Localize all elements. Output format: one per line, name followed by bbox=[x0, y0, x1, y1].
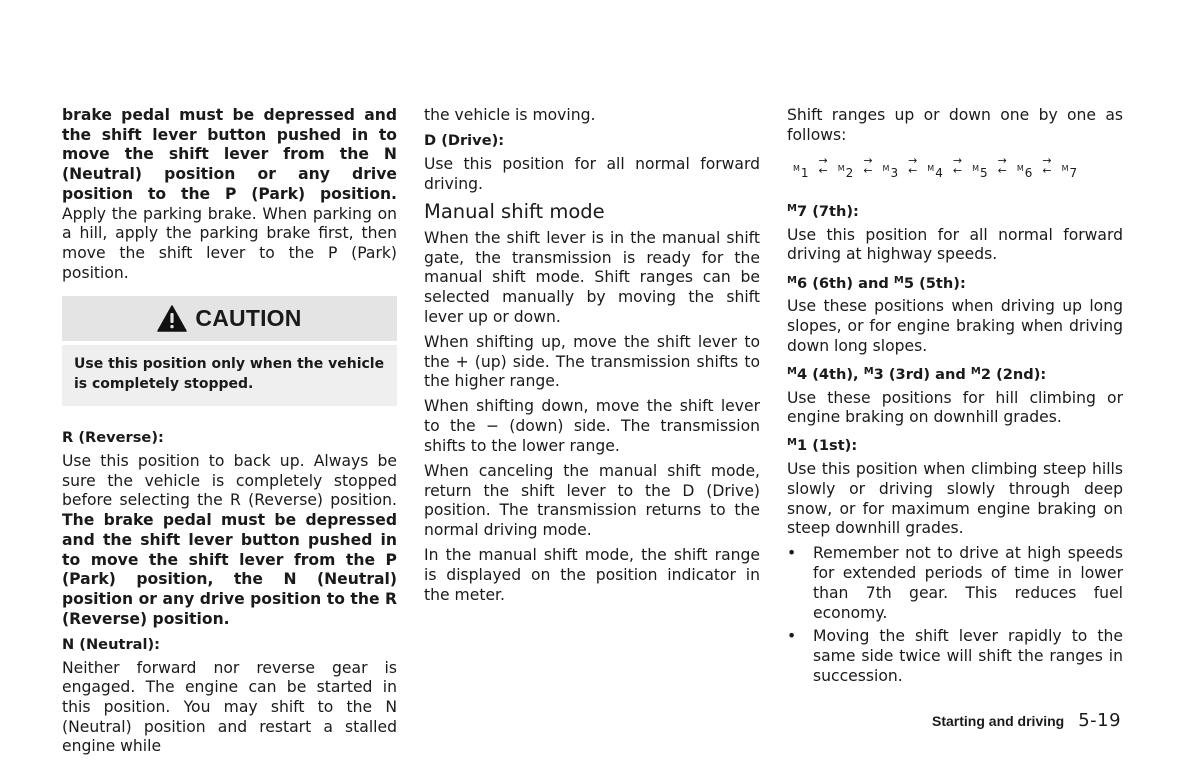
notes-list bbox=[787, 544, 1123, 686]
gear-m3: $^M$3 bbox=[882, 163, 899, 180]
arrow-down-icon: ← bbox=[1042, 163, 1052, 177]
bullet-icon: • bbox=[787, 627, 797, 646]
neutral-label: N (Neutral): bbox=[62, 635, 160, 653]
m1-label: $^M$1 (1st): bbox=[787, 437, 858, 455]
drive-text: Use this position for all normal forward driving. bbox=[424, 154, 760, 193]
caution-header bbox=[62, 296, 397, 341]
caution-title: CAUTION bbox=[195, 304, 302, 331]
gear-m4: $^M$4 bbox=[927, 163, 943, 180]
page-footer bbox=[932, 710, 1121, 731]
manual-shift-paragraph-4: When canceling the manual shift mode, return the shift lever to the D (Drive) position. The transmission returns to the normal driving mode. bbox=[424, 462, 760, 540]
gear-m6: $^M$6 bbox=[1016, 163, 1033, 180]
gear-m5: $^M$5 bbox=[972, 163, 988, 180]
drive-label: D (Drive): bbox=[424, 132, 505, 150]
page-number: 5-19 bbox=[1078, 710, 1122, 731]
column-1 bbox=[62, 106, 397, 763]
m4-m3-m2-text: Use these positions for hill climbing or engine braking on downhill grades. bbox=[787, 388, 1123, 427]
column-3 bbox=[787, 106, 1123, 690]
arrow-up-icon: → bbox=[1042, 153, 1052, 167]
arrow-down-icon: ← bbox=[952, 163, 963, 177]
arrow-down-icon: ← bbox=[863, 163, 873, 177]
column-2 bbox=[424, 106, 760, 611]
gear-m1: $^M$1 bbox=[793, 163, 809, 180]
parking-warning-bold: brake pedal must be depressed and the shift lever button pushed in to move the shift lever from the N (Neutral) position or any drive position to the P (Park) position. bbox=[62, 106, 397, 203]
shift-arrows bbox=[818, 153, 828, 177]
reverse-text: Use this position to back up. Always be sure the vehicle is completely stopped before selecting the R (Reverse) position. bbox=[62, 452, 397, 510]
reverse-label: R (Reverse): bbox=[62, 429, 164, 447]
shift-arrows bbox=[952, 153, 963, 177]
shift-arrows bbox=[908, 153, 918, 177]
manual-shift-heading: Manual shift mode bbox=[424, 199, 605, 223]
arrow-up-icon: → bbox=[908, 153, 918, 167]
manual-shift-paragraph-3: When shifting down, move the shift lever to the − (down) side. The transmission shifts to the lower range. bbox=[424, 397, 760, 455]
section-name: Starting and driving bbox=[932, 713, 1065, 729]
arrow-up-icon: → bbox=[997, 153, 1007, 167]
shift-arrows bbox=[863, 153, 873, 177]
manual-shift-paragraph-2: When shifting up, move the shift lever to the + (up) side. The transmission shifts to the higher range. bbox=[424, 332, 760, 391]
m6-m5-label: $^M$6 (6th) and $^M$5 (5th): bbox=[787, 274, 966, 292]
list-item: • Remember not to drive at high speeds for extended periods of time in lower than 7th gear. This reduces fuel economy. bbox=[787, 544, 1123, 622]
list-item: • Moving the shift lever rapidly to the same side twice will shift the ranges in succession. bbox=[787, 627, 1123, 685]
manual-shift-paragraph-1: When the shift lever is in the manual shift gate, the transmission is ready for the manual shift mode. Shift ranges can be selected manually by moving the shift lever up or down. bbox=[424, 228, 760, 326]
reverse-warning-bold: The brake pedal must be depressed and the shift lever button pushed in to move the shift lever from the P (Park) position, the N (Neutral) position or any drive position to the R (Reverse) position. bbox=[62, 511, 397, 628]
arrow-up-icon: → bbox=[863, 153, 873, 167]
parking-text: Apply the parking brake. When parking on a hill, apply the parking brake first, then move the shift lever to the P (Park) position. bbox=[62, 204, 397, 282]
m4-m3-m2-label: $^M$4 (4th), $^M$3 (3rd) and $^M$2 (2nd): bbox=[787, 365, 1047, 383]
shift-arrows bbox=[997, 153, 1007, 177]
shift-arrows bbox=[1042, 153, 1052, 177]
m7-text: Use this position for all normal forward driving at highway speeds. bbox=[787, 225, 1123, 264]
continued-text: the vehicle is moving. bbox=[424, 106, 596, 124]
manual-shift-paragraph-5: In the manual shift mode, the shift range is displayed on the position indicator in the meter. bbox=[424, 546, 760, 604]
caution-box bbox=[62, 296, 397, 406]
shift-sequence-diagram bbox=[787, 151, 1123, 199]
gear-m7: $^M$7 bbox=[1061, 163, 1078, 180]
m1-text: Use this position when climbing steep hills slowly or driving slowly through deep snow, or for maximum engine braking on steep downhill grades. bbox=[787, 460, 1123, 538]
arrow-down-icon: ← bbox=[908, 163, 918, 177]
arrow-down-icon: ← bbox=[997, 163, 1007, 177]
reverse-paragraph bbox=[62, 452, 397, 629]
parking-paragraph bbox=[62, 106, 397, 283]
gear-m2: $^M$2 bbox=[837, 163, 854, 180]
neutral-text: Neither forward nor reverse gear is engaged. The engine can be started in this position. You may shift to the N (Neutral) position and restart a stalled engine while bbox=[62, 658, 397, 756]
warning-triangle-icon bbox=[157, 305, 187, 332]
arrow-up-icon: → bbox=[952, 153, 963, 167]
m6-m5-text: Use these positions when driving up long slopes, or for engine braking when driving down long slopes. bbox=[787, 297, 1123, 355]
arrow-up-icon: → bbox=[818, 153, 828, 167]
shift-sequence-intro: Shift ranges up or down one by one as follows: bbox=[787, 106, 1123, 144]
caution-text: Use this position only when the vehicle is completely stopped. bbox=[62, 345, 397, 406]
m7-label: $^M$7 (7th): bbox=[787, 202, 859, 220]
bullet-icon: • bbox=[787, 544, 797, 563]
arrow-down-icon: ← bbox=[818, 163, 828, 177]
